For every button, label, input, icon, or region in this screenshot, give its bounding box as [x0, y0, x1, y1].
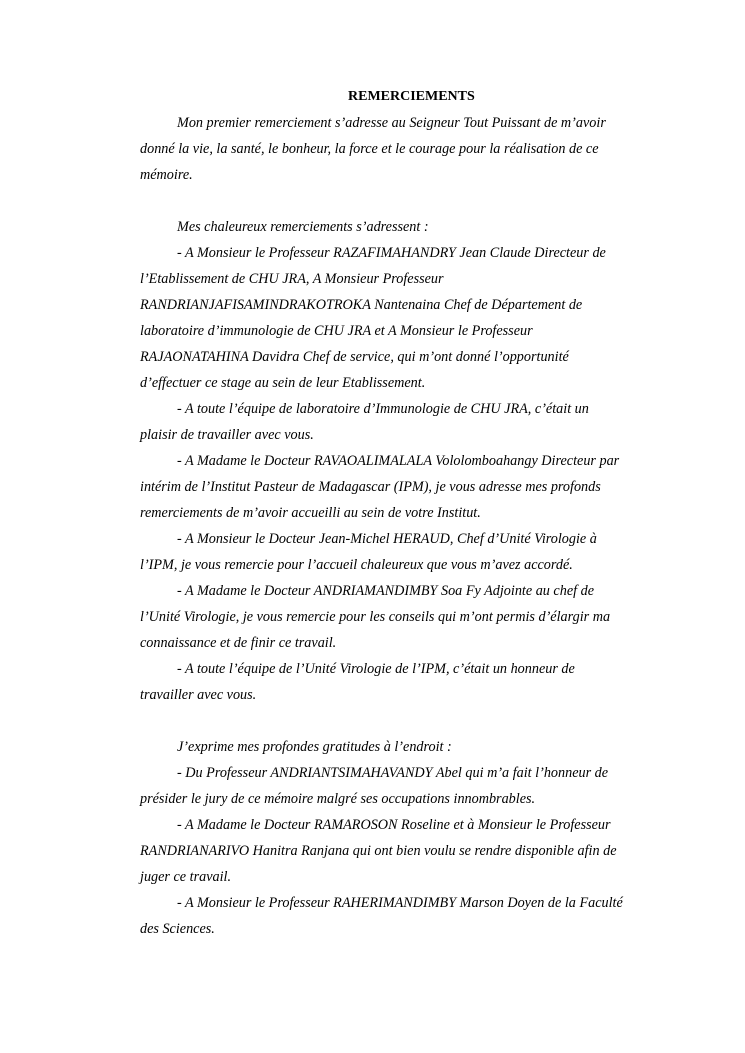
text-line: connaissance et de finir ce travail. [140, 635, 337, 651]
text-line: - A toute l’équipe de l’Unité Virologie de l’IPM, c’était un honneur de [177, 661, 575, 677]
text-line: - A toute l’équipe de laboratoire d’Immunologie de CHU JRA, c’était un [177, 401, 589, 417]
text-line: laboratoire d’immunologie de CHU JRA et A Monsieur le Professeur [140, 323, 533, 339]
text-line: d’effectuer ce stage au sein de leur Etablissement. [140, 375, 426, 391]
text-line: J’exprime mes profondes gratitudes à l’endroit : [177, 739, 452, 755]
text-line: l’IPM, je vous remercie pour l’accueil chaleureux que vous m’avez accordé. [140, 557, 573, 573]
text-line: intérim de l’Institut Pasteur de Madagascar (IPM), je vous adresse mes profonds [140, 479, 601, 495]
text-line: RANDRIANARIVO Hanitra Ranjana qui ont bien voulu se rendre disponible afin de [140, 843, 617, 859]
text-line: Mes chaleureux remerciements s’adressent : [177, 219, 429, 235]
text-line: - A Monsieur le Docteur Jean-Michel HERAUD, Chef d’Unité Virologie à [177, 531, 597, 547]
text-line: juger ce travail. [140, 869, 232, 885]
text-line: RAJAONATAHINA Davidra Chef de service, qui m’ont donné l’opportunité [140, 349, 569, 365]
page-title: REMERCIEMENTS [348, 89, 475, 104]
text-line: - A Monsieur le Professeur RAHERIMANDIMBY Marson Doyen de la Faculté [177, 895, 623, 911]
text-line: donné la vie, la santé, le bonheur, la force et le courage pour la réalisation de ce [140, 141, 599, 157]
text-line: Mon premier remerciement s’adresse au Seigneur Tout Puissant de m’avoir [177, 115, 606, 131]
text-line: plaisir de travailler avec vous. [140, 427, 314, 443]
text-line: RANDRIANJAFISAMINDRAKOTROKA Nantenaina Chef de Département de [140, 297, 583, 313]
text-line: travailler avec vous. [140, 687, 257, 703]
text-line: - A Madame le Docteur ANDRIAMANDIMBY Soa Fy Adjointe au chef de [177, 583, 594, 599]
text-line: l’Etablissement de CHU JRA, A Monsieur Professeur [140, 271, 444, 287]
text-line: des Sciences. [140, 921, 215, 937]
text-line: remerciements de m’avoir accueilli au sein de votre Institut. [140, 505, 481, 521]
text-line: présider le jury de ce mémoire malgré ses occupations innombrables. [140, 791, 536, 807]
text-line: - A Madame le Docteur RAMAROSON Roseline et à Monsieur le Professeur [177, 817, 611, 833]
text-line: - A Madame le Docteur RAVAOALIMALALA Vololomboahangy Directeur par [177, 453, 620, 469]
text-line: l’Unité Virologie, je vous remercie pour les conseils qui m’ont permis d’élargir ma [140, 609, 611, 625]
text-line: - Du Professeur ANDRIANTSIMAHAVANDY Abel qui m’a fait l’honneur de [177, 765, 609, 781]
text-line: mémoire. [140, 167, 193, 183]
text-line: - A Monsieur le Professeur RAZAFIMAHANDRY Jean Claude Directeur de [177, 245, 606, 261]
